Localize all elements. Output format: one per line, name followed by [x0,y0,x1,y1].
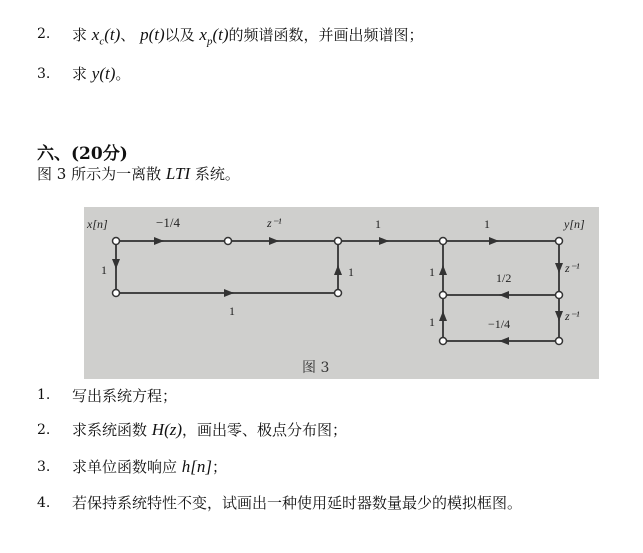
gain-label: 1 [101,263,107,277]
gain-label: −1/4 [156,215,180,230]
item-number: 2. [37,422,51,438]
question-2-line [72,24,424,47]
intro-prefix: 图 3 所示为一离散 [37,165,162,183]
question-line [72,419,347,440]
question-line: 若保持系统特性不变，试画出一种使用延时器数量最少的模拟框图。 [72,494,523,512]
item-number: 3. [37,66,51,82]
math-xp: $x_p(t)$ [199,25,229,48]
gain-label: 1 [229,304,235,318]
node [225,238,232,245]
question-suffix: 。 [115,65,131,83]
gain-label: 1/2 [496,271,512,285]
gain-label: 1 [375,217,381,231]
delay-label: z⁻¹ [565,309,580,323]
math-lti: LTI [165,164,191,183]
question-line [72,456,227,477]
input-label: x[n] [87,217,108,231]
node [440,338,447,345]
gain-label: 1 [429,265,435,279]
figure-caption: 图 3 [302,360,330,376]
output-label: y[n] [564,217,585,231]
gain-label: 1 [484,217,490,231]
signal-flow-diagram [84,207,599,379]
question-prefix: 求单位函数响应 [72,458,178,476]
gain-label: 1 [429,315,435,329]
question-prefix: 求系统函数 [72,421,148,439]
item-number: 4. [37,495,51,511]
question-prefix: 求 [72,26,88,44]
node [335,290,342,297]
delay-label: z⁻¹ [565,261,580,275]
node [556,292,563,299]
question-3-line [72,63,130,84]
node [440,292,447,299]
math-hz: H(z) [151,420,183,439]
section-intro [37,163,240,184]
node [556,338,563,345]
gain-label: 1 [348,265,354,279]
math-p: p(t) [140,25,165,44]
delay-label: z⁻¹ [267,216,282,230]
gain-label: −1/4 [488,317,511,331]
node [113,290,120,297]
math-hn: h[n] [181,457,213,476]
math-xc: $x_c(t)$ [91,25,121,48]
node [440,238,447,245]
node-output [556,238,563,245]
item-number: 3. [37,459,51,475]
intro-suffix: 系统。 [194,165,240,183]
question-line: 写出系统方程； [72,387,178,405]
section-heading: 六、(20分) [37,144,128,164]
item-number: 1. [37,387,51,403]
question-prefix: 求 [72,65,88,83]
math-y: y(t) [91,64,116,83]
signal-flow-figure [84,207,599,379]
node-input [113,238,120,245]
node [335,238,342,245]
item-number: 2. [37,26,51,42]
question-mid: 以及 [164,26,195,44]
separator: 、 [120,26,136,44]
question-suffix: 的频谱函数，并画出频谱图； [228,26,424,44]
question-suffix: ； [212,458,228,476]
question-suffix: ，画出零、极点分布图； [182,421,348,439]
